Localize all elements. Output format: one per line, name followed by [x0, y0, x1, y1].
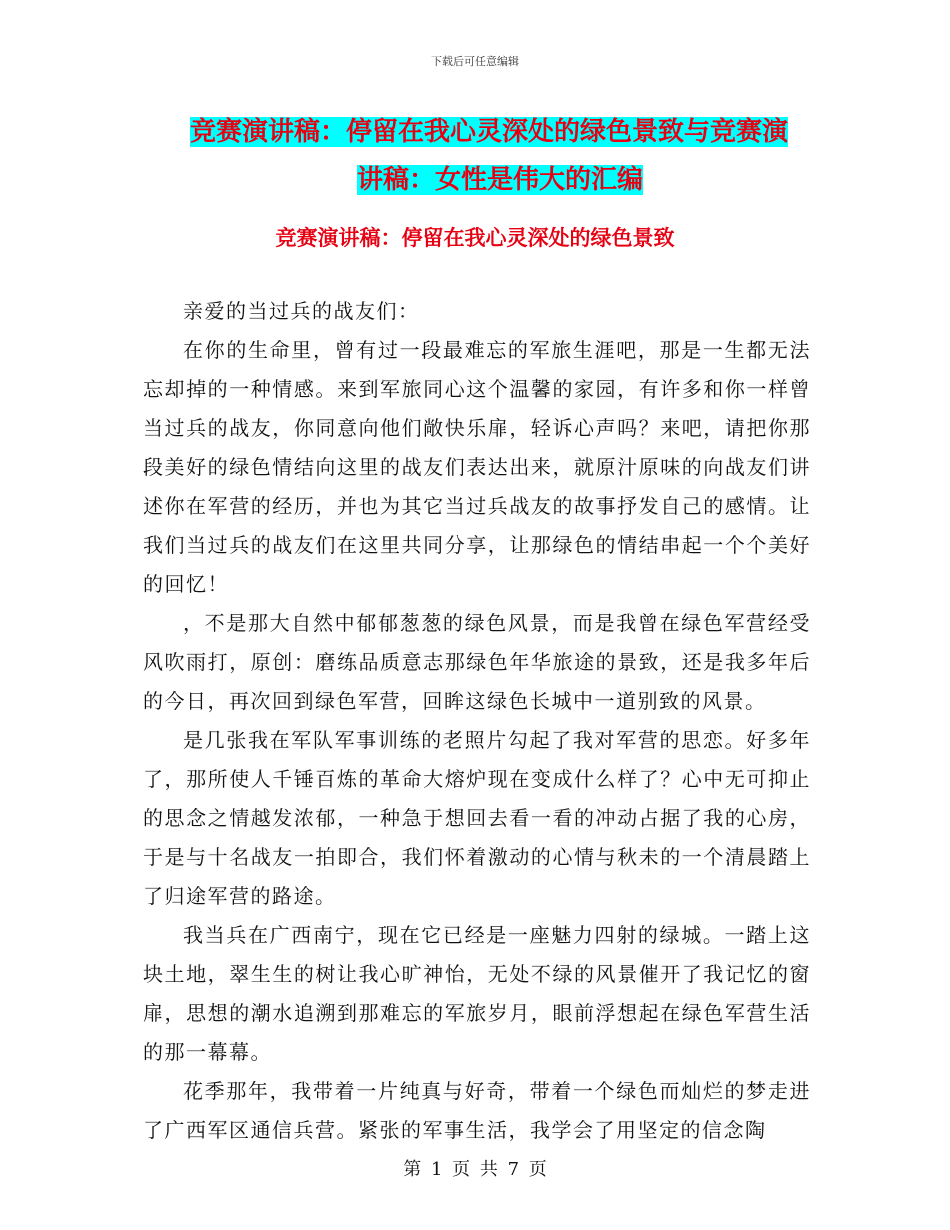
section-title: 竞赛演讲稿：停留在我心灵深处的绿色景致	[275, 226, 675, 250]
paragraph: 是几张我在军队军事训练的老照片勾起了我对军营的思恋。好多年了，那所使人千锤百炼的革命大熔炉现在变成什么样了？心中无可抑止的思念之情越发浓郁，一种急于想回去看一看的冲动占据了我的心房，于是与十名战友一拍即合，我们怀着激动的心情与秋未的一个清晨踏上了归途军营的路途。	[143, 728, 811, 908]
body-text	[143, 292, 811, 1150]
page-number: 第 1 页 共 7 页	[403, 1159, 547, 1180]
paragraph: 在你的生命里，曾有过一段最难忘的军旅生涯吧，那是一生都无法忘却掉的一种情感。来到军旅同心这个温馨的家园，有许多和你一样曾当过兵的战友，你同意向他们敞快乐扉，轻诉心声吗？来吧，请把你那段美好的绿色情结向这里的战友们表达出来，就原汁原味的向战友们讲述你在军营的经历，并也为其它当过兵战友的故事抒发自己的感情。让我们当过兵的战友们在这里共同分享，让那绿色的情结串起一个个美好的回忆！	[143, 338, 811, 596]
paragraph: 我当兵在广西南宁，现在它已经是一座魅力四射的绿城。一踏上这块土地，翠生生的树让我心旷神怡，无处不绿的风景催开了我记忆的窗扉，思想的潮水追溯到那难忘的军旅岁月，眼前浮想起在绿色军营生活的那一幕幕。	[143, 923, 811, 1064]
paragraph: 花季那年，我带着一片纯真与好奇，带着一个绿色而灿烂的梦走进了广西军区通信兵营。紧张的军事生活，我学会了用坚定的信念陶	[143, 1079, 811, 1142]
title-line-2: 讲稿：女性是伟大的汇编	[356, 165, 643, 195]
paragraph-greeting: 亲爱的当过兵的战友们：	[183, 299, 420, 323]
document-title	[190, 108, 810, 204]
title-line-1: 竞赛演讲稿：停留在我心灵深处的绿色景致与竞赛演	[190, 117, 789, 147]
paragraph: ，不是那大自然中郁郁葱葱的绿色风景，而是我曾在绿色军营经受风吹雨打，原创：磨练品质意志那绿色年华旅途的景致，还是我多年后的今日，再次回到绿色军营，回眸这绿色长城中一道别致的风景。	[143, 611, 811, 713]
header-note: 下载后可任意编辑	[431, 55, 519, 68]
